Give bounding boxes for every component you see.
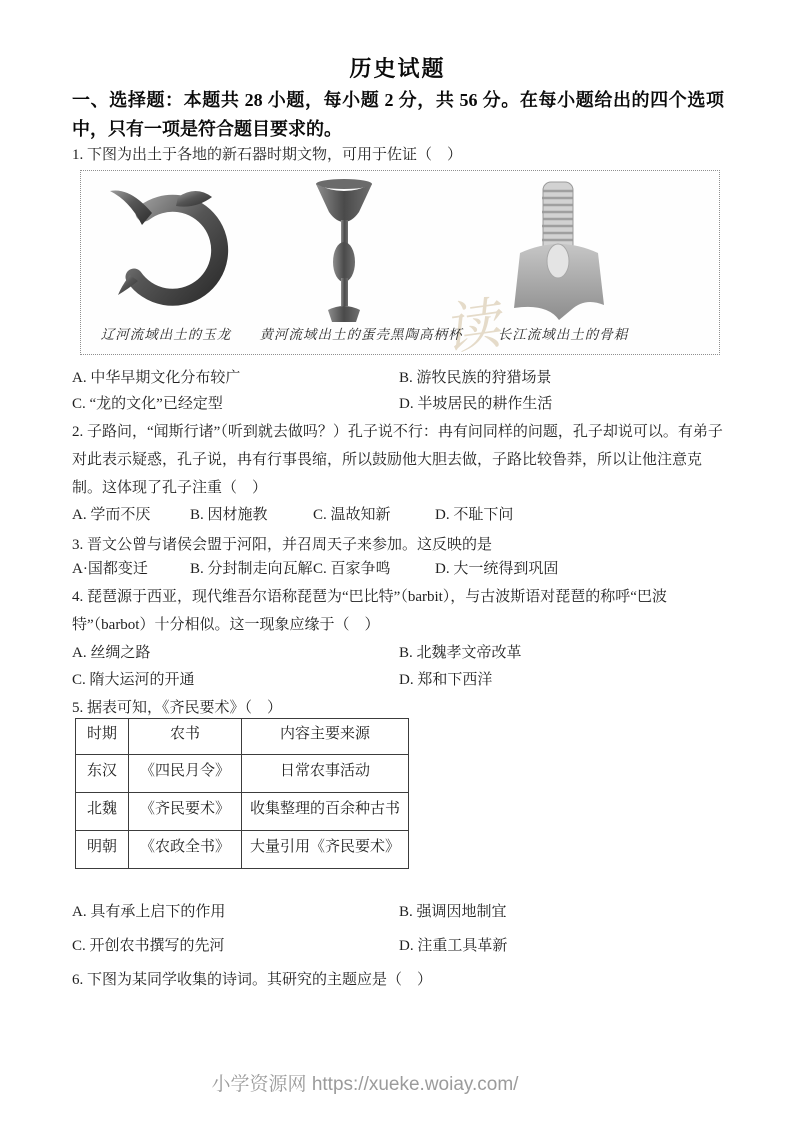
q4-option-d: D. 郑和下西洋 [399,672,493,688]
table-cell: 大量引用《齐民要术》 [242,831,409,869]
q6-stem: 6. 下图为某同学收集的诗词。其研究的主题应是（ ） [72,972,433,988]
q5-option-d: D. 注重工具革新 [399,938,508,954]
q5-table-row-mingchao [76,831,409,869]
q1-options-row-2 [0,392,795,416]
figure-caption-liaohe: 辽河流域出土的玉龙 [100,327,232,342]
q4-option-a: A. 丝绸之路 [72,645,151,661]
q5-option-b: B. 强调因地制宜 [399,904,507,920]
q1-option-a: A. 中华早期文化分布较广 [72,370,241,386]
q4-option-c: C. 隋大运河的开通 [72,672,195,688]
q4-options-row-1 [0,641,795,665]
q5-option-a: A. 具有承上启下的作用 [72,904,226,920]
bone-spade-image [502,179,617,329]
q1-option-c: C. “龙的文化”已经定型 [72,396,223,412]
table-cell: 《农政全书》 [129,831,242,869]
q1-options-row-1 [0,366,795,390]
section-intro: 一、选择题：本题共 28 小题，每小题 2 分，共 56 分。在每小题给出的四个选项中，只有一项是符合题目要求的。 [72,90,724,139]
q5-table [75,718,409,869]
page-title: 历史试题 [349,56,446,81]
figure-caption-huanghe: 黄河流域出土的蛋壳黑陶高柄杯 [259,327,463,342]
q2-options-row [0,503,795,527]
q5-options-row-1 [0,900,795,924]
table-cell: 《齐民要术》 [129,793,242,831]
q2-option-a: A. 学而不厌 [72,507,151,523]
q5-table-row-donghan [76,755,409,793]
q2-stem: 2. 子路问，“闻斯行诸”（听到就去做吗？）孔子说不行：冉有问同样的问题，孔子却说可以。有弟子对此表示疑惑，孔子说，冉有行事畏缩，所以鼓励他大胆去做，子路比较鲁莽，所以让他注意克制。这体现了孔子注重（ ） [72,424,723,496]
q4-option-b: B. 北魏孝文帝改革 [399,645,522,661]
q1-option-d: D. 半坡居民的耕作生活 [399,396,553,412]
table-cell: 收集整理的百余种古书 [242,793,409,831]
table-header-book: 农书 [129,719,242,755]
q5-options-row-2 [0,934,795,958]
figure-caption-changjiang: 长江流域出土的骨耜 [497,327,629,342]
q3-option-a: A·国都变迁 [72,561,148,577]
q2-option-d: D. 不耻下问 [435,507,514,523]
q1-stem: 1. 下图为出土于各地的新石器时期文物，可用于佐证（ ） [72,147,463,163]
q4-options-row-2 [0,668,795,692]
jade-dragon-image [94,179,234,319]
q2-option-b: B. 因材施教 [190,507,268,523]
q5-option-c: C. 开创农书撰写的先河 [72,938,225,954]
table-header-source: 内容主要来源 [242,719,409,755]
table-cell: 明朝 [76,831,129,869]
q3-options-row [0,557,795,581]
table-cell: 北魏 [76,793,129,831]
q5-table-row-beiwei [76,793,409,831]
q3-option-b: B. 分封制走向瓦解 [190,561,313,577]
page-footer: 小学资源网 https://xueke.woiay.com/ [211,1074,519,1095]
q1-figure [80,170,720,363]
figure-watermark: 读 [439,293,504,363]
table-header-period: 时期 [76,719,129,755]
table-cell: 东汉 [76,755,129,793]
table-cell: 《四民月令》 [129,755,242,793]
q4-stem: 4. 琵琶源于西亚，现代维吾尔语称琵琶为“巴比特”（barbit），与古波斯语对琵琶的称呼“巴波特”（barbot）十分相似。这一现象应缘于（ ） [72,589,667,633]
q2-option-c: C. 温故知新 [313,507,391,523]
table-cell: 日常农事活动 [242,755,409,793]
q3-option-d: D. 大一统得到巩固 [435,561,559,577]
q5-stem: 5. 据表可知，《齐民要术》（ ） [72,700,283,716]
q5-table-header-row [76,719,409,755]
q1-option-b: B. 游牧民族的狩猎场景 [399,370,552,386]
q3-stem: 3. 晋文公曾与诸侯会盟于河阳，并召周天子来参加。这反映的是 [72,537,493,553]
pottery-stem-cup-image [312,176,376,324]
q3-option-c: C. 百家争鸣 [313,561,391,577]
